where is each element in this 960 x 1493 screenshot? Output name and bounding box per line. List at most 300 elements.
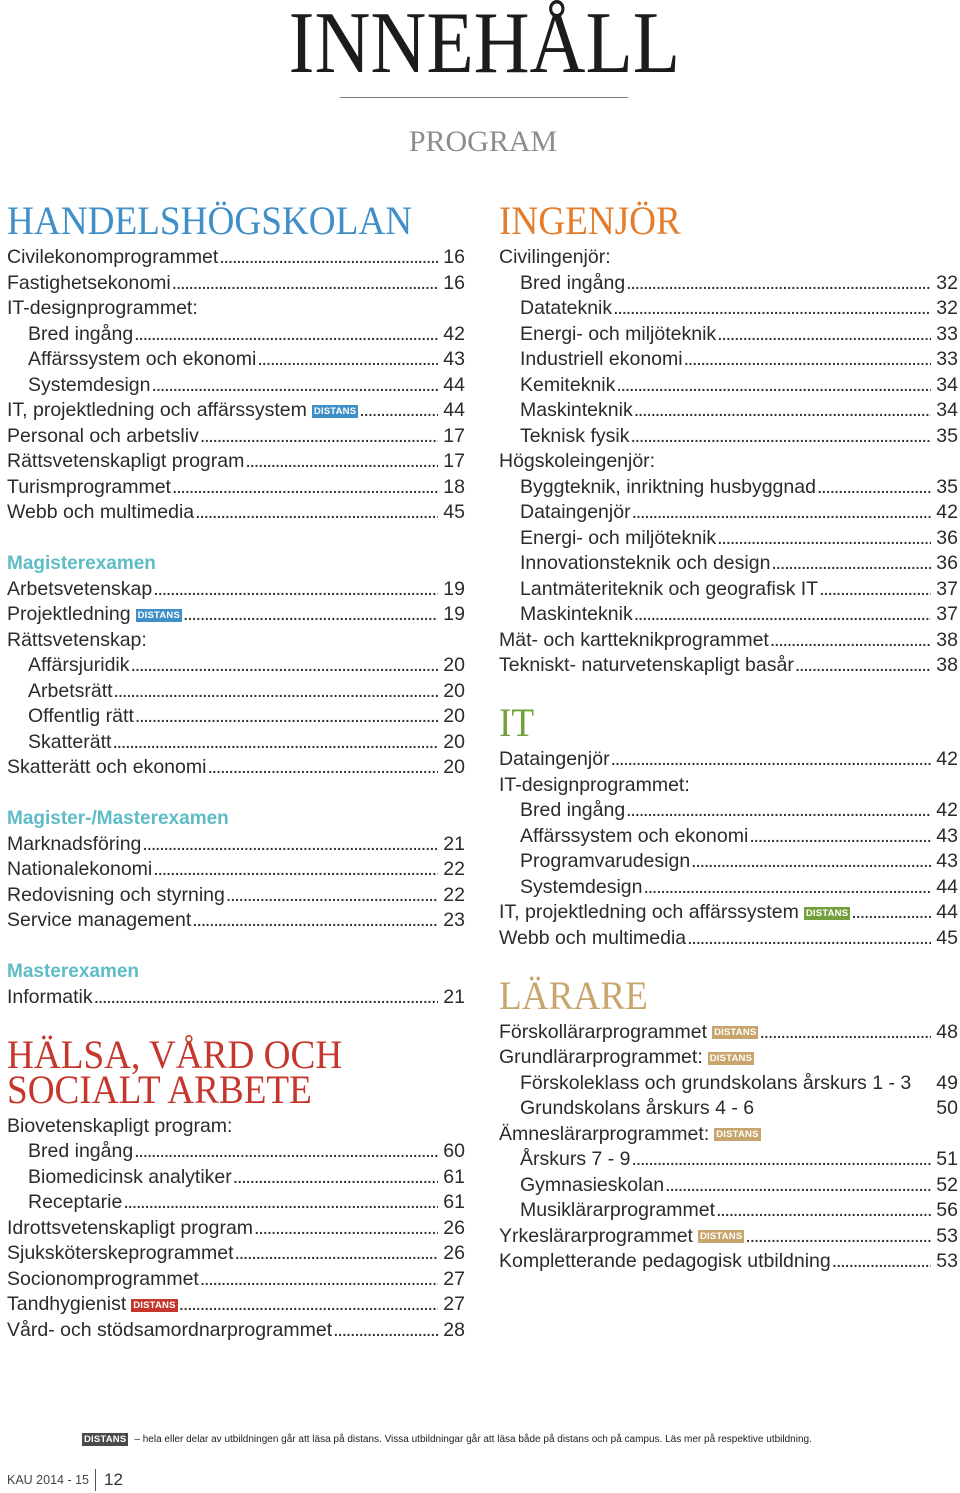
toc-entry-label: Offentlig rätt	[28, 705, 134, 728]
toc-entry	[7, 577, 465, 603]
toc-entry-label: Affärssystem och ekonomi	[28, 348, 257, 371]
toc-entry-label: Energi- och miljöteknik	[520, 526, 717, 549]
toc-entry	[7, 347, 465, 373]
dot-leader	[178, 1292, 439, 1318]
toc-entry	[7, 653, 465, 679]
dot-leader	[225, 883, 438, 909]
entry-spacer	[754, 1096, 931, 1122]
toc-entry	[7, 985, 465, 1011]
toc-entry-label: Civilingenjör:	[499, 246, 611, 269]
toc-entry-label: Industriell ekonomi	[520, 348, 683, 371]
toc-page-number: 19	[443, 603, 465, 626]
toc-page-number: 16	[443, 271, 465, 294]
distans-badge: DISTANS	[699, 1231, 743, 1242]
toc-page-number: 50	[936, 1097, 958, 1120]
toc-entry-label: Maskinteknik	[520, 603, 633, 626]
dot-leader	[716, 526, 931, 552]
page-title	[0, 0, 960, 92]
toc-entry	[499, 653, 958, 679]
toc-section	[7, 1031, 465, 1344]
toc-page-number: 27	[443, 1293, 465, 1316]
section-title-line: INGENJÖR	[499, 198, 681, 243]
entry-spacer	[911, 1071, 931, 1097]
toc-entry-label: Tekniskt- naturvetenskapligt basår	[499, 654, 794, 677]
distans-badge: DISTANS	[313, 405, 357, 417]
toc-entry-label: Marknadsföring	[7, 832, 142, 855]
toc-entry	[499, 602, 958, 628]
toc-page-number: 26	[443, 1242, 465, 1265]
toc-entry	[7, 602, 465, 628]
dot-leader	[206, 755, 438, 781]
toc-column-right	[499, 198, 958, 1275]
toc-entry-label: Förskollärarprogrammet	[499, 1020, 708, 1043]
dot-leader	[130, 653, 439, 679]
dot-leader	[152, 857, 438, 883]
section-title-line: Magister-/Masterexamen	[7, 808, 229, 830]
page-subtitle: PROGRAM	[408, 125, 558, 158]
dot-leader	[850, 900, 931, 926]
dot-leader	[831, 1249, 932, 1275]
toc-page-number: 21	[443, 985, 465, 1008]
toc-entry	[499, 1045, 958, 1071]
toc-entry	[7, 373, 465, 399]
section-title	[499, 700, 926, 745]
toc-page-number: 53	[936, 1224, 958, 1247]
distans-badge: DISTANS	[133, 1299, 176, 1311]
toc-entry-label: Bred ingång	[520, 271, 626, 294]
toc-entry	[499, 628, 958, 654]
toc-entry-label: Biovetenskapligt program:	[7, 1114, 233, 1137]
dot-leader	[171, 271, 439, 297]
subsection-title	[7, 551, 465, 577]
toc-entry-label: Systemdesign	[28, 373, 151, 396]
toc-entry	[499, 373, 958, 399]
toc-page-number: 44	[443, 373, 465, 396]
toc-entry-label: Webb och multimedia	[7, 501, 195, 524]
dot-leader	[625, 271, 931, 297]
section-title-line: SOCIALT ARBETE	[7, 1066, 312, 1112]
toc-entry-label: Grundskolans årskurs 4 - 6	[520, 1097, 755, 1120]
toc-entry	[499, 1020, 958, 1046]
toc-entry-label: Bred ingång	[28, 1140, 134, 1163]
toc-page-number: 52	[936, 1173, 958, 1196]
toc-entry	[499, 1147, 958, 1173]
toc-page-number: 38	[936, 654, 958, 677]
toc-entry-label: Bred ingång	[520, 799, 626, 822]
toc-entry	[7, 628, 465, 654]
toc-section	[499, 198, 958, 679]
dot-leader	[610, 747, 932, 773]
toc-entry-label: Socionomprogrammet	[7, 1267, 199, 1290]
toc-entry-label: Innovationsteknik och design	[520, 552, 771, 575]
toc-page-number: 42	[443, 322, 465, 345]
toc-page-number: 17	[443, 450, 465, 473]
dot-leader	[683, 347, 932, 373]
toc-page-number: 35	[936, 424, 958, 447]
page-footer	[7, 1468, 123, 1492]
toc-entry	[499, 1122, 958, 1148]
distans-badge: DISTANS	[714, 1027, 757, 1038]
toc-entry	[7, 1318, 465, 1344]
toc-entry	[7, 1292, 465, 1318]
dot-leader	[642, 875, 931, 901]
toc-entry-label: Systemdesign	[520, 875, 643, 898]
dot-leader	[758, 1020, 931, 1046]
toc-entry	[7, 883, 465, 909]
dot-leader	[631, 1147, 932, 1173]
section-title	[499, 972, 926, 1018]
dot-leader	[715, 1198, 931, 1224]
dot-leader	[690, 849, 931, 875]
dot-leader	[686, 926, 931, 952]
toc-entry-label: Service management	[7, 909, 192, 932]
toc-page-number: 60	[443, 1140, 465, 1163]
distans-badge: DISTANS	[716, 1129, 759, 1140]
toc-entry-label: Sjuksköterskeprogrammet	[7, 1242, 234, 1265]
toc-page-number: 20	[443, 756, 465, 779]
toc-entry-label: Musiklärarprogrammet	[520, 1199, 716, 1222]
toc-entry	[499, 475, 958, 501]
toc-entry-label: Högskoleingenjör:	[499, 450, 656, 473]
toc-entry	[499, 424, 958, 450]
toc-entry	[7, 1190, 465, 1216]
toc-entry	[499, 824, 958, 850]
toc-entry	[499, 1249, 958, 1275]
dot-leader	[631, 500, 932, 526]
toc-page-number: 45	[443, 501, 465, 524]
toc-entry	[499, 245, 958, 271]
section-title-line: IT	[499, 700, 535, 745]
toc-page-number: 48	[936, 1020, 958, 1043]
toc-entry	[499, 926, 958, 952]
toc-page-number: 61	[443, 1165, 465, 1188]
toc-entry	[7, 908, 465, 934]
dot-leader	[629, 424, 931, 450]
section-title	[7, 198, 433, 243]
toc-entry	[499, 322, 958, 348]
dot-leader	[234, 1241, 439, 1267]
toc-entry	[7, 245, 465, 271]
legend-text: – hela eller delar av utbildningen går att läsa på distans. Vissa utbildningar går att läsa både på distans och på campus. Läs mer på respektive utbildning.	[134, 1434, 812, 1445]
toc-entry	[7, 1241, 465, 1267]
toc-page-number: 28	[443, 1318, 465, 1341]
toc-page-number: 61	[443, 1191, 465, 1214]
toc-entry	[7, 755, 465, 781]
toc-entry	[7, 398, 465, 424]
toc-page-number: 36	[936, 552, 958, 575]
toc-entry	[499, 1173, 958, 1199]
toc-entry-label: Årskurs 7 - 9	[520, 1148, 631, 1171]
toc-entry	[499, 1071, 958, 1097]
toc-entry	[7, 271, 465, 297]
toc-entry	[499, 849, 958, 875]
dot-leader	[199, 1267, 438, 1293]
section-title-line: LÄRARE	[499, 972, 648, 1018]
toc-entry	[499, 500, 958, 526]
dot-leader	[182, 602, 438, 628]
toc-page-number: 44	[443, 399, 465, 422]
toc-page-number: 42	[936, 748, 958, 771]
dot-leader	[194, 500, 438, 526]
dot-leader	[256, 347, 438, 373]
toc-entry-label: Turismprogrammet	[7, 475, 171, 498]
dot-leader	[770, 551, 931, 577]
dot-leader	[133, 1139, 438, 1165]
toc-entry-label: IT, projektledning och affärssystem	[7, 399, 307, 422]
dot-leader	[633, 602, 932, 628]
toc-entry	[7, 1139, 465, 1165]
subsection-title	[7, 806, 465, 832]
toc-entry-label: Affärssystem och ekonomi	[520, 824, 749, 847]
toc-entry-label: Energi- och miljöteknik	[520, 322, 717, 345]
toc-page-number: 23	[443, 909, 465, 932]
toc-page-number: 51	[936, 1148, 958, 1171]
toc-entry	[499, 551, 958, 577]
dot-leader	[625, 798, 931, 824]
toc-page-number: 26	[443, 1216, 465, 1239]
toc-page-number: 21	[443, 832, 465, 855]
toc-entry-label: Nationalekonomi	[7, 858, 153, 881]
toc-entry	[7, 730, 465, 756]
toc-page-number: 22	[443, 858, 465, 881]
page-title-text: INNEHÅLL	[288, 0, 680, 92]
dot-leader	[150, 373, 438, 399]
toc-entry	[7, 449, 465, 475]
dot-leader	[794, 653, 931, 679]
toc-entry	[7, 1114, 465, 1140]
toc-entry	[499, 1096, 958, 1122]
distans-badge: DISTANS	[805, 907, 849, 919]
toc-entry-label: Projektledning	[7, 603, 131, 626]
toc-page-number: 37	[936, 603, 958, 626]
dot-leader	[199, 424, 438, 450]
dot-leader	[664, 1173, 931, 1199]
toc-entry-label: Informatik	[7, 985, 93, 1008]
dot-leader	[818, 577, 931, 603]
toc-entry	[499, 875, 958, 901]
toc-page-number: 20	[443, 679, 465, 702]
subsection-title	[7, 959, 465, 985]
toc-page-number: 44	[936, 875, 958, 898]
toc-entry-label: Gymnasieskolan	[520, 1173, 665, 1196]
toc-entry	[7, 679, 465, 705]
toc-section	[7, 959, 465, 1010]
toc-entry-label: Receptarie	[28, 1191, 123, 1214]
toc-page-number: 36	[936, 526, 958, 549]
toc-section	[7, 198, 465, 526]
toc-entry-label: Ämneslärarprogrammet:	[499, 1122, 710, 1145]
section-title	[499, 198, 926, 243]
title-divider	[340, 97, 628, 98]
dot-leader	[133, 322, 438, 348]
toc-entry	[499, 347, 958, 373]
toc-entry	[7, 1216, 465, 1242]
toc-page-number: 19	[443, 577, 465, 600]
toc-entry-label: IT-designprogrammet:	[499, 773, 690, 796]
dot-leader	[358, 398, 438, 424]
toc-entry-label: Mät- och kartteknikprogrammet	[499, 628, 769, 651]
toc-entry-label: Skatterätt	[28, 730, 112, 753]
toc-entry	[499, 900, 958, 926]
section-title-line: Masterexamen	[7, 961, 140, 983]
page-number: 12	[104, 1470, 123, 1489]
dot-leader	[744, 1224, 931, 1250]
toc-page-number: 22	[443, 883, 465, 906]
dot-leader	[232, 1165, 439, 1191]
distans-legend	[82, 1432, 812, 1447]
toc-page-number: 20	[443, 705, 465, 728]
footer-divider	[95, 1469, 96, 1491]
dot-leader	[612, 296, 931, 322]
dot-leader	[191, 908, 438, 934]
toc-entry	[499, 398, 958, 424]
toc-entry-label: Dataingenjör	[520, 501, 631, 524]
toc-entry	[7, 424, 465, 450]
dot-leader	[748, 824, 931, 850]
toc-entry-label: Förskoleklass och grundskolans årskurs 1 - 3	[520, 1071, 912, 1094]
toc-entry-label: Personal och arbetsliv	[7, 424, 199, 447]
toc-page-number: 16	[443, 246, 465, 269]
dot-leader	[615, 373, 931, 399]
dot-leader	[111, 730, 438, 756]
toc-page-number: 43	[936, 850, 958, 873]
dot-leader	[332, 1318, 438, 1344]
toc-page-number: 34	[936, 399, 958, 422]
toc-entry	[499, 1198, 958, 1224]
toc-entry	[499, 1224, 958, 1250]
toc-entry	[7, 296, 465, 322]
section-title-line: HÄLSA, VÅRD OCH	[7, 1031, 343, 1077]
section-title	[7, 1031, 433, 1112]
toc-page-number: 32	[936, 271, 958, 294]
toc-entry	[7, 857, 465, 883]
toc-section	[7, 806, 465, 934]
toc-entry-label: Webb och multimedia	[499, 926, 687, 949]
toc-page-number: 53	[936, 1250, 958, 1273]
toc-page-number: 45	[936, 926, 958, 949]
toc-entry	[7, 704, 465, 730]
section-title-line: Magisterexamen	[7, 553, 156, 575]
distans-badge: DISTANS	[709, 1052, 753, 1064]
toc-entry	[499, 798, 958, 824]
toc-page-number: 18	[443, 475, 465, 498]
toc-entry-label: Teknisk fysik	[520, 424, 630, 447]
toc-entry-label: IT-designprogrammet:	[7, 297, 198, 320]
toc-page-number: 35	[936, 475, 958, 498]
toc-column-left	[7, 198, 465, 1343]
toc-entry-label: Programvarudesign	[520, 850, 691, 873]
toc-page-number: 20	[443, 730, 465, 753]
toc-section	[499, 700, 958, 951]
toc-entry-label: Maskinteknik	[520, 399, 633, 422]
toc-entry-label: Civilekonomprogrammet	[7, 246, 219, 269]
toc-entry-label: Byggteknik, inriktning husbyggnad	[520, 475, 816, 498]
toc-page-number: 34	[936, 373, 958, 396]
toc-page-number: 37	[936, 577, 958, 600]
toc-entry-label: Arbetsvetenskap	[7, 577, 153, 600]
toc-entry-label: Skatterätt och ekonomi	[7, 756, 207, 779]
toc-entry-label: Kompletterande pedagogisk utbildning	[499, 1250, 831, 1273]
dot-leader	[253, 1216, 438, 1242]
toc-entry-label: Biomedicinsk analytiker	[28, 1165, 232, 1188]
toc-entry	[7, 500, 465, 526]
toc-entry-label: Lantmäteriteknik och geografisk IT	[520, 577, 819, 600]
toc-entry	[499, 577, 958, 603]
dot-leader	[93, 985, 439, 1011]
distans-badge: DISTANS	[137, 609, 180, 621]
toc-page-number: 20	[443, 654, 465, 677]
toc-page-number: 32	[936, 297, 958, 320]
toc-page-number: 33	[936, 348, 958, 371]
toc-page-number: 33	[936, 322, 958, 345]
section-title-line: HANDELSHÖGSKOLAN	[7, 198, 413, 243]
toc-section	[7, 551, 465, 781]
toc-entry-label: Datateknik	[520, 297, 613, 320]
toc-entry	[499, 773, 958, 799]
toc-page-number: 27	[443, 1267, 465, 1290]
toc-entry-label: IT, projektledning och affärssystem	[499, 901, 799, 924]
dot-leader	[816, 475, 931, 501]
toc-entry	[7, 1165, 465, 1191]
toc-entry-label: Idrottsvetenskapligt program	[7, 1216, 254, 1239]
dot-leader	[716, 322, 931, 348]
toc-entry	[7, 475, 465, 501]
toc-entry-label: Dataingenjör	[499, 748, 610, 771]
dot-leader	[113, 679, 439, 705]
toc-entry	[499, 296, 958, 322]
toc-page-number: 43	[443, 348, 465, 371]
toc-entry-label: Rättsvetenskapligt program	[7, 450, 245, 473]
toc-page-number: 42	[936, 501, 958, 524]
toc-entry-label: Vård- och stödsamordnarprogrammet	[7, 1318, 333, 1341]
toc-entry-label: Affärsjuridik	[28, 654, 130, 677]
toc-entry-label: Arbetsrätt	[28, 679, 113, 702]
dot-leader	[769, 628, 931, 654]
toc-entry	[7, 832, 465, 858]
toc-entry-label: Rättsvetenskap:	[7, 628, 147, 651]
toc-entry-label: Bred ingång	[28, 322, 134, 345]
toc-entry-label: Grundlärarprogrammet:	[499, 1046, 703, 1069]
toc-entry-label: Tandhygienist	[7, 1293, 127, 1316]
toc-entry	[499, 449, 958, 475]
toc-page-number: 42	[936, 799, 958, 822]
dot-leader	[122, 1190, 438, 1216]
toc-entry	[499, 526, 958, 552]
toc-entry-label: Yrkeslärarprogrammet	[499, 1224, 693, 1247]
toc-page-number: 38	[936, 628, 958, 651]
toc-page-number: 44	[936, 901, 958, 924]
dot-leader	[141, 832, 438, 858]
toc-page-number: 56	[936, 1199, 958, 1222]
distans-badge: DISTANS	[84, 1434, 127, 1445]
toc-entry-label: Kemiteknik	[520, 373, 616, 396]
toc-entry	[7, 322, 465, 348]
toc-entry-label: Fastighetsekonomi	[7, 271, 171, 294]
dot-leader	[152, 577, 438, 603]
toc-page-number: 17	[443, 424, 465, 447]
toc-page-number: 49	[936, 1071, 958, 1094]
toc-entry-label: Redovisning och styrning	[7, 883, 225, 906]
dot-leader	[633, 398, 932, 424]
toc-page-number: 43	[936, 824, 958, 847]
toc-section	[499, 972, 958, 1275]
publication-name: KAU 2014 - 15	[7, 1473, 89, 1487]
dot-leader	[134, 704, 438, 730]
toc-entry	[7, 1267, 465, 1293]
dot-leader	[171, 475, 438, 501]
dot-leader	[218, 245, 438, 271]
toc-entry	[499, 271, 958, 297]
